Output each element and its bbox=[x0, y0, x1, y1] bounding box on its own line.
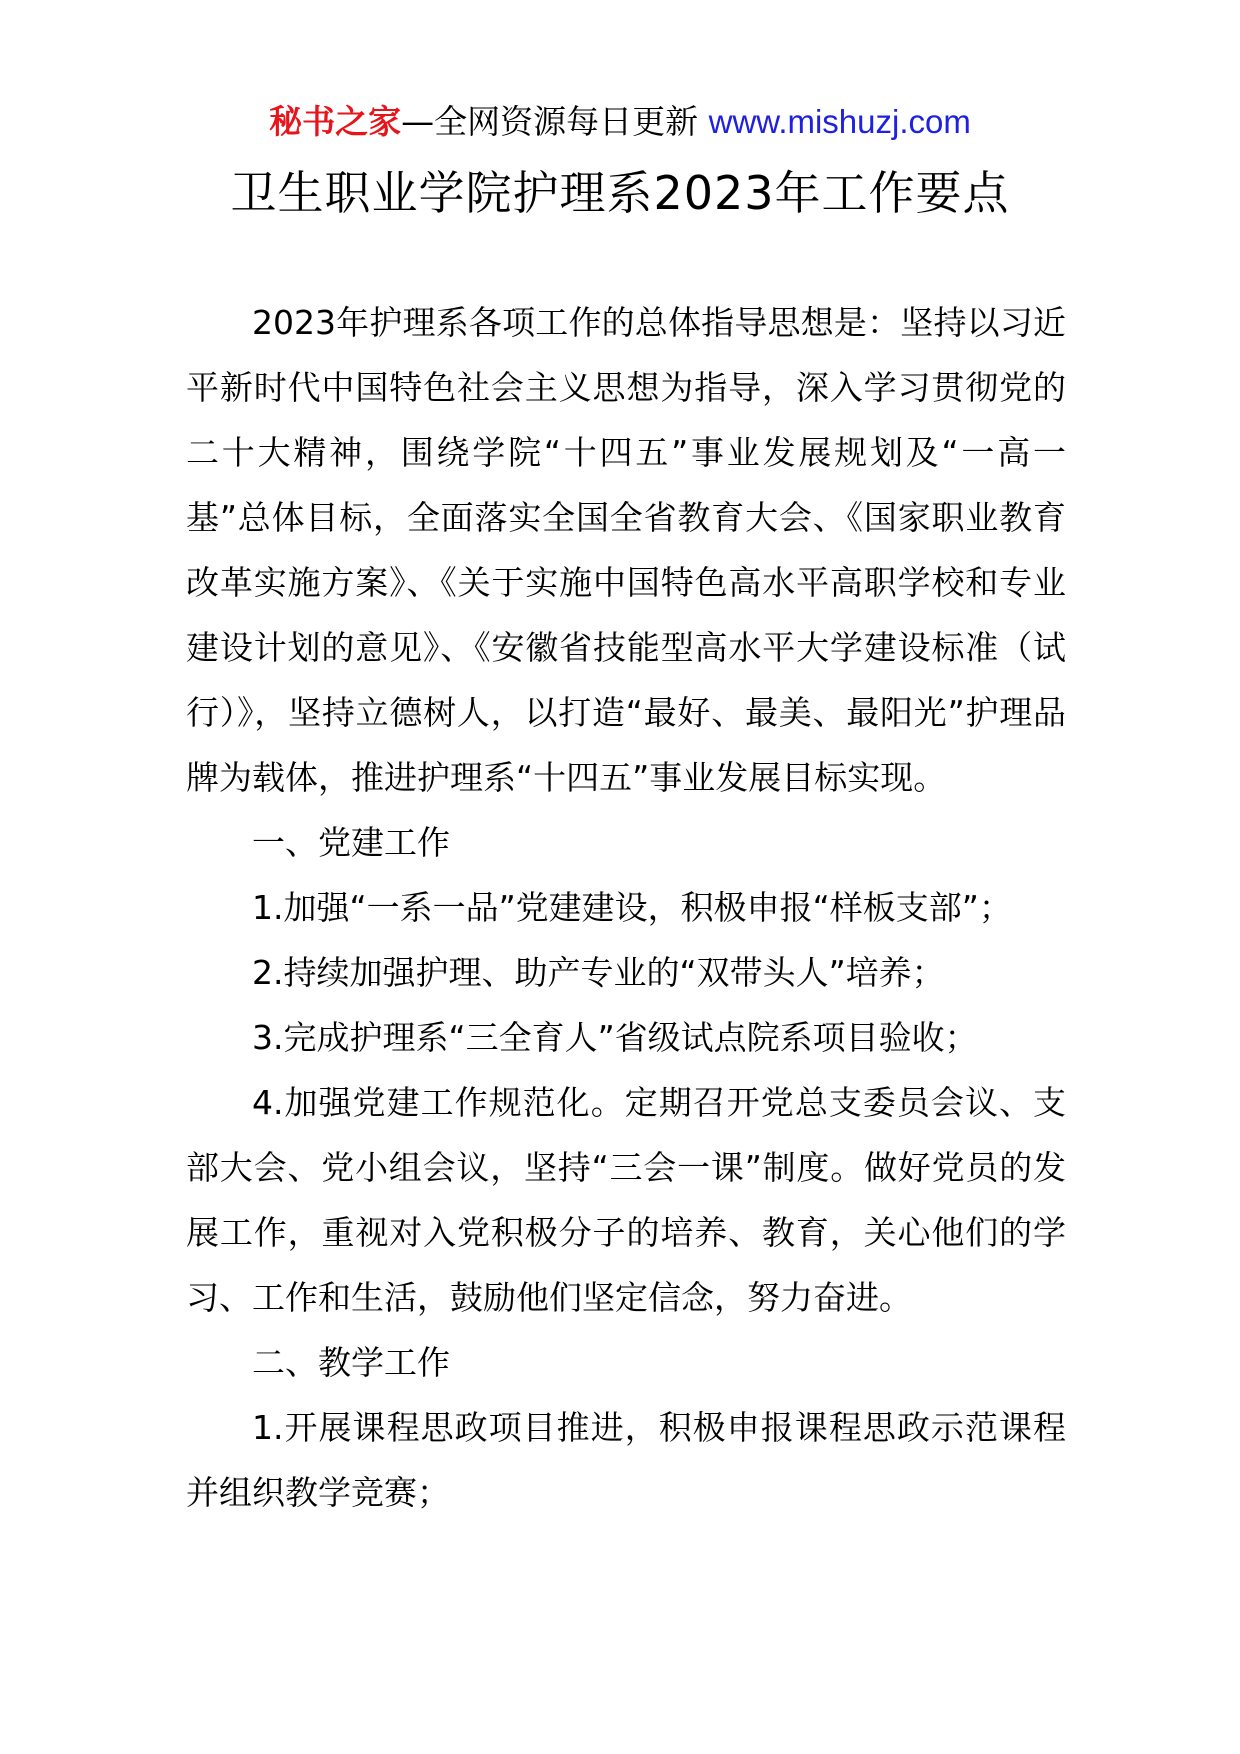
list-item: 3.完成护理系“三全育人”省级试点院系项目验收； bbox=[252, 1018, 978, 1057]
document-title: 卫生职业学院护理系2023年工作要点 bbox=[230, 166, 1010, 220]
list-item: 1.开展课程思政项目推进，积极申报课程思政示范课程并组织教学竞赛； bbox=[186, 1408, 1066, 1512]
banner-brand: 秘书之家 bbox=[269, 102, 402, 141]
banner-url-link[interactable]: www.mishuzj.com bbox=[708, 103, 971, 140]
list-item: 1.加强“一系一品”党建建设，积极申报“样板支部”； bbox=[252, 888, 1012, 927]
section-heading-teaching: 二、教学工作 bbox=[252, 1343, 450, 1382]
intro-paragraph: 2023年护理系各项工作的总体指导思想是：坚持以习近平新时代中国特色社会主义思想为指导，深入学习贯彻党的二十大精神，围绕学院“十四五”事业发展规划及“一高一基”总体目标，全面落实全国全省教育大会、《国家职业教育改革实施方案》、《关于实施中国特色高水平高职学校和专业建设计划的意见》、《安徽省技能型高水平大学建设标准（试行）》，坚持立德树人，以打造“最好、最美、最阳光”护理品牌为载体，推进护理系“十四五”事业发展目标实现。 bbox=[186, 303, 1066, 797]
section-heading-party-building: 一、党建工作 bbox=[252, 823, 450, 862]
list-item: 2.持续加强护理、助产专业的“双带头人”培养； bbox=[252, 953, 945, 992]
list-item: 4.加强党建工作规范化。定期召开党总支委员会议、支部大会、党小组会议，坚持“三会一课”制度。做好党员的发展工作，重视对入党积极分子的培养、教育，关心他们的学习、工作和生活，鼓励他们坚定信念，努力奋进。 bbox=[186, 1083, 1066, 1317]
document-body bbox=[186, 290, 1066, 1525]
banner-tagline: —全网资源每日更新 bbox=[401, 102, 709, 141]
site-banner bbox=[0, 100, 1240, 144]
